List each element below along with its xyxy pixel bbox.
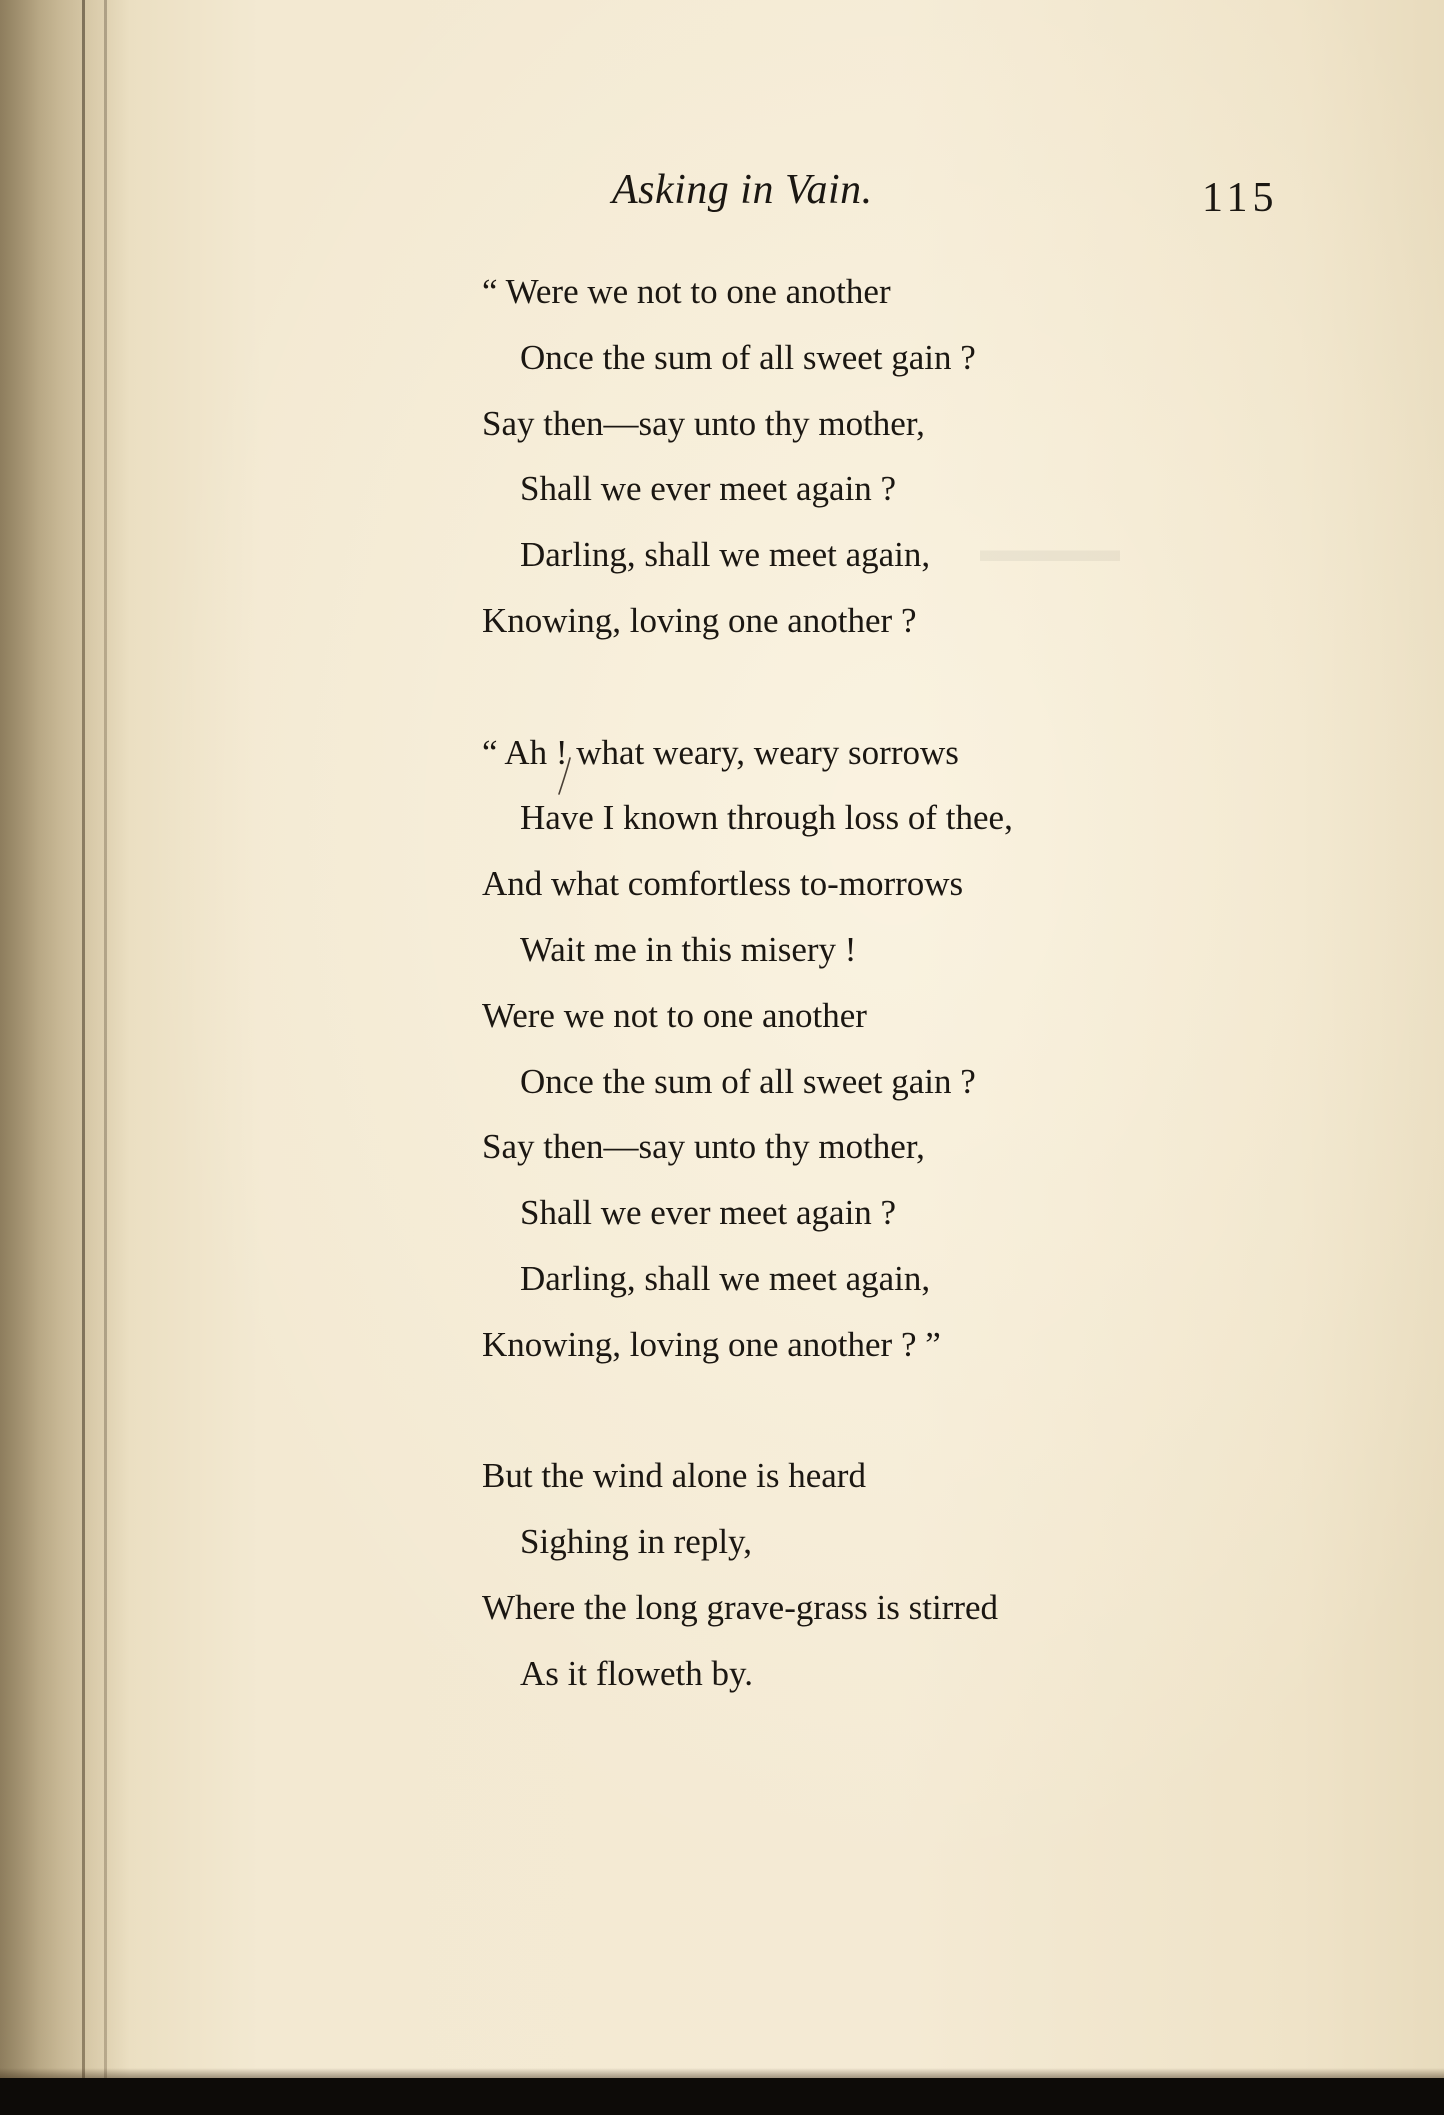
poem-text bbox=[482, 270, 1013, 1718]
verse-line: Where the long grave-grass is stirred bbox=[482, 1587, 999, 1627]
verse-line: Knowing, loving one another ? ” bbox=[482, 1324, 941, 1364]
verse-line: Shall we ever meet again ? bbox=[520, 1193, 897, 1233]
verse-line: Shall we ever meet again ? bbox=[520, 469, 897, 509]
verse-line: Have I known through loss of thee, bbox=[520, 798, 1013, 838]
verse-line: As it floweth by. bbox=[520, 1653, 753, 1693]
verse-line: Say then—say unto thy mother, bbox=[482, 1127, 925, 1167]
running-title: Asking in Vain. bbox=[612, 167, 873, 213]
stanza-break bbox=[482, 1389, 1013, 1455]
page-number: 115 bbox=[1202, 175, 1279, 221]
verse-line: And what comfortless to-morrows bbox=[482, 864, 964, 904]
pencil-mark bbox=[556, 756, 574, 796]
show-through-bleed: ▬▬▬▬ bbox=[980, 530, 1120, 569]
verse-line: Were we not to one another bbox=[482, 995, 867, 1035]
stanza-break bbox=[482, 665, 1013, 731]
verse-line: But the wind alone is heard bbox=[482, 1456, 866, 1496]
verse-line: Darling, shall we meet again, bbox=[520, 1258, 931, 1298]
verse-line: Once the sum of all sweet gain ? bbox=[520, 337, 976, 377]
verse-line: Knowing, loving one another ? bbox=[482, 600, 917, 640]
page-gutter-shadow bbox=[0, 0, 130, 2078]
verse-line: “ Were we not to one another bbox=[482, 272, 891, 311]
binding-edge bbox=[82, 0, 85, 2078]
binding-edge-inner bbox=[104, 0, 107, 2078]
verse-line: Once the sum of all sweet gain ? bbox=[520, 1061, 976, 1101]
verse-line: Say then—say unto thy mother, bbox=[482, 403, 925, 443]
verse-line: “ Ah ! what weary, weary sorrows bbox=[482, 732, 959, 772]
verse-line: Darling, shall we meet again, bbox=[520, 535, 931, 575]
verse-line: Sighing in reply, bbox=[520, 1522, 753, 1562]
page-bottom-edge bbox=[0, 2068, 1444, 2078]
verse-line: Wait me in this misery ! bbox=[520, 929, 857, 969]
